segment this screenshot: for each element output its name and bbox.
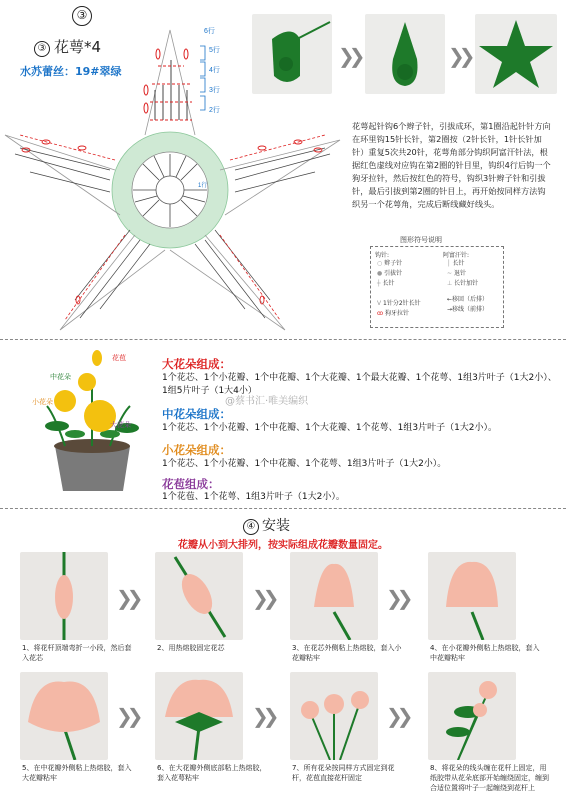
legend-item: →移线（前排） (447, 306, 489, 313)
legend-item: 退针 (453, 270, 466, 277)
section-number: ③ (72, 6, 92, 26)
step-photo-2 (155, 552, 243, 640)
step-photo-6 (155, 672, 243, 760)
row-label-5: 5行 (209, 47, 220, 54)
small-flower-title: 小花朵组成： (162, 443, 231, 457)
row-label-4: 4行 (209, 67, 220, 74)
label-small: 小花朵 (32, 398, 53, 406)
legend-item: 狗牙拉针 (385, 310, 410, 317)
step-photo-3 (290, 552, 378, 640)
legend-item: 长针 (452, 260, 465, 267)
divider (0, 508, 566, 509)
label-big: 大花朵 (110, 421, 131, 429)
row-label-2: 2行 (209, 107, 220, 114)
big-flower-title: 大花朵组成： (162, 357, 231, 371)
legend-item: ←移回（后排） (447, 296, 489, 303)
label-mid: 中花朵 (50, 373, 71, 381)
arrow-icon: ❯❯ (116, 586, 138, 610)
step-caption-2: 2、用热熔胶固定花芯 (157, 644, 225, 652)
install-title-text: 安装 (262, 518, 290, 534)
step-caption-7: 7、所有花朵按同样方式固定到花杆，花苞直接花杆固定 (292, 764, 395, 782)
step-caption-4: 4、在小花瓣外侧粘上热熔胶，套入中花瓣粘牢 (430, 644, 540, 662)
legend-col2-head: 阿富汗针: (443, 252, 470, 259)
install-title (243, 515, 290, 535)
step-photo-8 (428, 672, 516, 760)
legend-item: 长针 (382, 280, 395, 287)
arrow-icon: ❯❯ (252, 704, 274, 728)
legend-item: 长针加针 (454, 280, 479, 287)
mid-flower-text: 1个花芯、1个小花瓣、1个中花瓣、1个大花瓣、1个花萼、1组3片叶子（1大2小）。 (162, 423, 498, 433)
legend-item: 1针分2针长针 (383, 300, 421, 307)
mid-flower-title: 中花朵组成： (162, 407, 231, 421)
step-caption-1: 1、将花杆顶端弯折一小段，然后套入花芯 (22, 644, 132, 662)
install-subtitle: 花瓣从小到大排列，按实际组成花瓣数量固定。 (178, 540, 388, 551)
arrow-icon: ❯❯ (448, 44, 470, 68)
divider (0, 339, 566, 340)
install-number: ④ (243, 519, 259, 535)
step-caption-3: 3、在花芯外侧粘上热熔胶，套入小花瓣粘牢 (292, 644, 402, 662)
step-photo-1 (20, 552, 108, 640)
big-flower-text: 1个花芯、1个小花瓣、1个中花瓣、1个大花瓣、1个最大花瓣、1个花萼、1组3片叶子（1大2小）、1组5片叶子（1大4小） (162, 373, 557, 396)
sepal-photo-2 (365, 14, 445, 94)
small-flower-text: 1个花芯、1个小花瓣、1个中花瓣、1个花萼、1组3片叶子（1大2小）。 (162, 459, 447, 469)
rose-pot-photo (35, 346, 150, 496)
step-photo-5 (20, 672, 108, 760)
legend-title: 图形符号说明 (400, 236, 442, 244)
bud-title: 花苞组成： (162, 477, 220, 491)
bud-text: 1个花苞、1个花萼、1组3片叶子（1大2小）。 (162, 492, 345, 502)
row-label-6: 6行 (204, 28, 215, 35)
legend-item: 辫子针 (384, 260, 403, 267)
sepal-description: 花萼起针钩6个辫子针，引拔成环，第1圈沿起针针方向在环里钩15针长针，第2圈按（2针长针，1针长针加针）重复5次共20针，花萼角部分钩织阿富汗针法，根据红色虚线对应钩在第2圈的针目里，钩织4行后钩一个狗牙拉针，然后按红色的符号，钩织3针辫子针和引拔针，最后引拔到第2圈的针目上，再开始按同样方法钩织另一个花萼角，完成后断线藏好线头。 (352, 121, 551, 209)
symbol-legend: 钩针: 阿富汗针: ○ 辫子针 ● 引拔针 ┼ 长针 V 1针分2针长针 ꝏ 狗牙拉针 │ 长针 ~ 退针 ⊥ 长针加针 ←移回（后排） →移线（前排） (370, 246, 504, 328)
row-label-1: 1行 (198, 183, 208, 189)
step-caption-5: 5、在中花瓣外侧粘上热熔胶，套入大花瓣粘牢 (22, 764, 132, 782)
label-bud: 花苞 (112, 354, 126, 362)
legend-item: 引拔针 (384, 270, 403, 277)
arrow-icon: ❯❯ (386, 586, 408, 610)
sepal-photo-1 (252, 14, 332, 94)
arrow-icon: ❯❯ (252, 586, 274, 610)
legend-col1-head: 钩针: (375, 252, 390, 259)
arrow-icon: ❯❯ (386, 704, 408, 728)
step-photo-4 (428, 552, 516, 640)
arrow-icon: ❯❯ (116, 704, 138, 728)
step-photo-7 (290, 672, 378, 760)
row-label-3: 3行 (209, 87, 220, 94)
title-number: ③ (34, 41, 50, 57)
arrow-icon: ❯❯ (338, 44, 360, 68)
title-text: 花萼*4 (54, 38, 102, 56)
step-caption-6: 6、在大花瓣外侧底部粘上热熔胶，套入花萼粘牢 (157, 764, 267, 782)
step-caption-8: 8、将花朵的线头缠在花杆上固定，用纸胶带从花朵底部开始缠绕固定，缠到合适位置将叶子一起缠绕到花杆上 (430, 764, 549, 792)
sepal-photo-3 (475, 14, 557, 94)
watermark: @蔡书汇·唯美编织 (225, 396, 309, 407)
yarn-info: 水苏蕾丝：19#翠绿 (20, 65, 122, 78)
